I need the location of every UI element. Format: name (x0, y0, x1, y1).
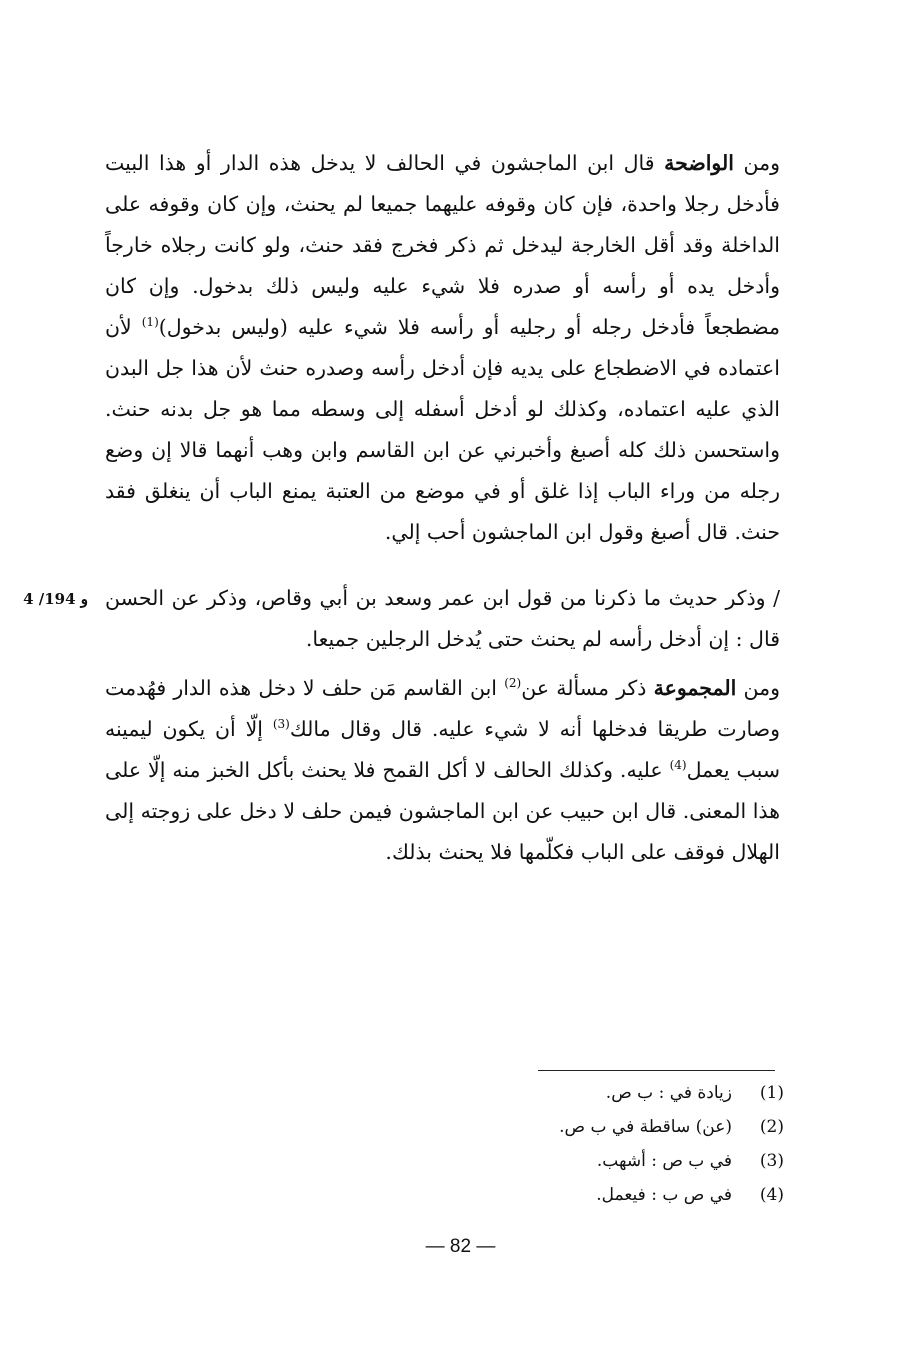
footnote-number: (2) (759, 1117, 784, 1137)
page-number: — 82 — (425, 1236, 496, 1257)
footnote-number: (3) (759, 1151, 784, 1171)
footnote-4 (420, 1178, 784, 1212)
paragraph-text: ذكر مسألة عن (521, 676, 654, 700)
paragraph-text: لأن اعتماده في الاضطجاع على يديه فإن أدخل رأسه وصدره حنث لأن هذا جل البدن الذي عليه اعتماده، وكذلك لو أدخل أسفله إلى وسطه مما هو جل بدنه حنث. واستحسن ذلك كله أصبغ وأخبرني عن ابن القاسم وابن وهب أنهما قالا إن وضع رجله من وراء الباب إذا غلق أو في موضع من العتبة يمنع الباب أن ينغلق فقد حنث. قال أصبغ وقول ابن الماجشون أحب إلي. (105, 315, 780, 544)
footnote-text: في ب ص : أشهب. (596, 1151, 732, 1171)
footnote-text: في ص ب : فيعمل. (596, 1185, 732, 1205)
paragraph-text: ومن (736, 676, 780, 700)
paragraph-text: قال ابن الماجشون في الحالف لا يدخل هذه الدار أو هذا البيت فأدخل رجلا واحدة، فإن كان وقوفه عليهما جميعا لم يحنث، وإن كان وقوفه على الداخلة وقد أقل الخارجة ليدخل ثم ذكر فخرج فقد حنث، ولو كانت رجلاه خارجاً وأدخل يده أو رأسه أو صدره فلا شيء عليه وليس ذلك بدخول. وإن كان مضطجعاً فأدخل رجله أو رجليه أو رأسه فلا شيء عليه (وليس بدخول) (105, 151, 780, 339)
paragraph-hadith (105, 578, 780, 660)
footnote-marker-4: (4) (669, 758, 687, 773)
footnote-number: (1) (759, 1083, 784, 1103)
manuscript-folio-reference: 4 /194 و (23, 590, 88, 608)
footnote-text: (عن) ساقطة في ب ص. (559, 1117, 732, 1137)
paragraph-text: ومن (733, 151, 780, 175)
footnote-text: زيادة في : ب ص. (605, 1083, 732, 1103)
paragraph-text: ابن القاسم مَن حلف لا دخل هذه الدار فهُدمت وصارت طريقا فدخلها أنه لا شيء عليه. قال وقال مالك (105, 676, 780, 741)
footnote-separator (538, 1070, 775, 1071)
footnote-marker-2: (2) (504, 676, 522, 691)
footnotes (420, 1076, 784, 1212)
paragraph-al-wadiha (105, 143, 780, 553)
source-title-al-wadiha: الواضحة (664, 151, 734, 175)
paragraph-text: إلّا أن يكون ليمينه سبب يعمل (105, 717, 780, 782)
footnote-marker-1: (1) (141, 315, 159, 330)
footnote-3 (420, 1144, 784, 1178)
footnote-2 (420, 1110, 784, 1144)
source-title-al-majmua: المجموعة (653, 676, 737, 700)
footnote-1 (420, 1076, 784, 1110)
paragraph-text: عليه. وكذلك الحالف لا أكل القمح فلا يحنث بأكل الخبز منه إلّا على هذا المعنى. قال ابن حبيب عن ابن الماجشون فيمن حلف لا دخل على زوجته إلى الهلال فوقف على الباب فكلّمها فلا يحنث بذلك. (105, 758, 780, 864)
paragraph-text: / وذكر حديث ما ذكرنا من قول ابن عمر وسعد بن أبي وقاص، وذكر عن الحسن قال : إن أدخل رأسه لم يحنث حتى يُدخل الرجلين جميعا. (105, 586, 780, 651)
footnote-number: (4) (759, 1185, 784, 1205)
paragraph-al-majmua (105, 668, 780, 873)
footnote-marker-3: (3) (272, 717, 290, 732)
